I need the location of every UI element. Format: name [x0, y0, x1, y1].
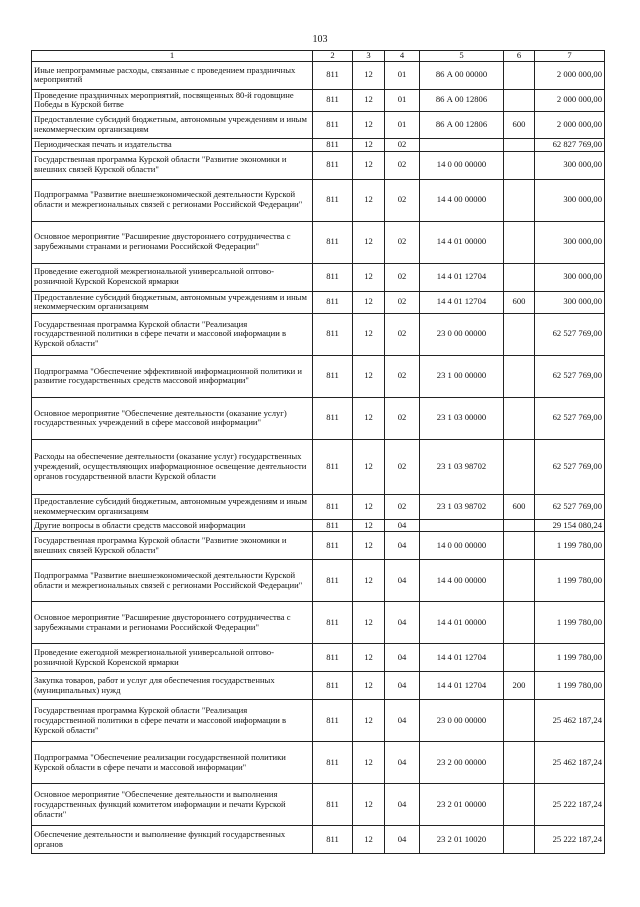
row-code-5: 14 4 01 12704 [420, 291, 504, 313]
row-amount: 300 000,00 [535, 263, 605, 291]
row-name: Проведение праздничных мероприятий, посвященных 80-й годовщине Победы в Курской битве [32, 89, 313, 111]
row-code-5 [420, 138, 504, 151]
row-code-4: 04 [385, 672, 420, 700]
row-amount: 1 199 780,00 [535, 532, 605, 560]
row-code-5: 14 4 01 12704 [420, 263, 504, 291]
table-row [32, 602, 605, 644]
row-code-5: 14 4 00 00000 [420, 560, 504, 602]
row-code-5: 14 4 00 00000 [420, 179, 504, 221]
row-code-3: 12 [353, 263, 385, 291]
row-code-6: 600 [504, 494, 535, 519]
row-code-6 [504, 313, 535, 355]
row-code-4: 01 [385, 89, 420, 111]
row-code-6: 600 [504, 111, 535, 138]
row-code-5: 23 1 03 98702 [420, 439, 504, 494]
row-code-3: 12 [353, 89, 385, 111]
row-code-6 [504, 138, 535, 151]
table-row [32, 644, 605, 672]
column-header: 3 [353, 51, 385, 62]
row-code-5: 86 А 00 00000 [420, 61, 504, 89]
row-code-2: 811 [313, 519, 353, 532]
row-amount: 300 000,00 [535, 151, 605, 179]
row-code-6: 600 [504, 291, 535, 313]
row-amount: 300 000,00 [535, 291, 605, 313]
row-amount: 25 462 187,24 [535, 742, 605, 784]
table-row [32, 291, 605, 313]
row-code-2: 811 [313, 151, 353, 179]
row-name: Расходы на обеспечение деятельности (оказание услуг) государственных учреждений, осуществляющих информационное освещение деятельности органов государственной власти Курской области [32, 439, 313, 494]
table-row [32, 532, 605, 560]
row-code-4: 02 [385, 397, 420, 439]
row-code-4: 02 [385, 263, 420, 291]
row-name: Подпрограмма "Обеспечение эффективной информационной политики и развитие государственных средств массовой информации" [32, 355, 313, 397]
row-code-3: 12 [353, 602, 385, 644]
table-row [32, 784, 605, 826]
row-code-4: 04 [385, 519, 420, 532]
column-header: 2 [313, 51, 353, 62]
row-code-3: 12 [353, 355, 385, 397]
table-row [32, 397, 605, 439]
row-name: Периодическая печать и издательства [32, 138, 313, 151]
row-code-6 [504, 560, 535, 602]
row-amount: 62 527 769,00 [535, 397, 605, 439]
row-code-3: 12 [353, 291, 385, 313]
row-code-2: 811 [313, 397, 353, 439]
table-row [32, 519, 605, 532]
row-code-3: 12 [353, 61, 385, 89]
table-row [32, 355, 605, 397]
row-code-4: 04 [385, 742, 420, 784]
row-code-3: 12 [353, 519, 385, 532]
row-name: Предоставление субсидий бюджетным, автономным учреждениям и иным некоммерческим организациям [32, 291, 313, 313]
row-code-2: 811 [313, 263, 353, 291]
row-code-2: 811 [313, 221, 353, 263]
table-body [32, 61, 605, 854]
row-amount: 2 000 000,00 [535, 89, 605, 111]
table-row [32, 138, 605, 151]
row-code-4: 04 [385, 700, 420, 742]
row-code-6 [504, 439, 535, 494]
row-code-2: 811 [313, 111, 353, 138]
row-code-2: 811 [313, 826, 353, 854]
row-code-3: 12 [353, 672, 385, 700]
table-row [32, 700, 605, 742]
table-row [32, 439, 605, 494]
row-name: Обеспечение деятельности и выполнение функций государственных органов [32, 826, 313, 854]
row-code-4: 02 [385, 439, 420, 494]
row-code-2: 811 [313, 291, 353, 313]
row-code-3: 12 [353, 494, 385, 519]
row-code-3: 12 [353, 784, 385, 826]
row-code-4: 02 [385, 494, 420, 519]
row-name: Закупка товаров, работ и услуг для обеспечения государственных (муниципальных) нужд [32, 672, 313, 700]
row-code-3: 12 [353, 221, 385, 263]
row-amount: 1 199 780,00 [535, 672, 605, 700]
row-code-5: 14 4 01 00000 [420, 602, 504, 644]
column-header: 1 [32, 51, 313, 62]
row-code-4: 04 [385, 644, 420, 672]
row-name: Проведение ежегодной межрегиональной универсальной оптово-розничной Курской Коренской ярмарки [32, 644, 313, 672]
row-name: Основное мероприятие "Обеспечение деятельности (оказание услуг) государственных учреждений в сфере массовой информации" [32, 397, 313, 439]
row-code-6 [504, 89, 535, 111]
row-code-4: 04 [385, 784, 420, 826]
row-code-6 [504, 179, 535, 221]
row-code-2: 811 [313, 439, 353, 494]
row-code-6 [504, 532, 535, 560]
row-code-6 [504, 700, 535, 742]
row-code-3: 12 [353, 439, 385, 494]
row-name: Государственная программа Курской области "Развитие экономики и внешних связей Курской области" [32, 532, 313, 560]
row-code-5: 23 1 03 98702 [420, 494, 504, 519]
row-code-4: 02 [385, 313, 420, 355]
row-code-2: 811 [313, 89, 353, 111]
row-code-6 [504, 519, 535, 532]
row-name: Государственная программа Курской области "Развитие экономики и внешних связей Курской области" [32, 151, 313, 179]
row-code-2: 811 [313, 560, 353, 602]
row-code-2: 811 [313, 61, 353, 89]
row-name: Основное мероприятие "Расширение двустороннего сотрудничества с зарубежными странами и регионами Российской Федерации" [32, 602, 313, 644]
row-code-6: 200 [504, 672, 535, 700]
row-code-2: 811 [313, 602, 353, 644]
row-code-5: 14 4 01 12704 [420, 644, 504, 672]
row-code-6 [504, 355, 535, 397]
row-name: Предоставление субсидий бюджетным, автономным учреждениям и иным некоммерческим организациям [32, 494, 313, 519]
row-code-3: 12 [353, 644, 385, 672]
table-row [32, 151, 605, 179]
column-header: 5 [420, 51, 504, 62]
row-amount: 300 000,00 [535, 179, 605, 221]
row-amount: 1 199 780,00 [535, 602, 605, 644]
row-name: Другие вопросы в области средств массовой информации [32, 519, 313, 532]
row-amount: 62 527 769,00 [535, 313, 605, 355]
row-code-5: 23 2 01 00000 [420, 784, 504, 826]
row-code-5: 23 1 03 00000 [420, 397, 504, 439]
table-row [32, 742, 605, 784]
row-code-5: 14 0 00 00000 [420, 532, 504, 560]
row-code-3: 12 [353, 532, 385, 560]
row-amount: 1 199 780,00 [535, 560, 605, 602]
table-row [32, 221, 605, 263]
row-code-4: 04 [385, 532, 420, 560]
row-name: Предоставление субсидий бюджетным, автономным учреждениям и иным некоммерческим организациям [32, 111, 313, 138]
table-row [32, 560, 605, 602]
row-name: Подпрограмма "Обеспечение реализации государственной политики Курской области в сфере печати и массовой информации" [32, 742, 313, 784]
row-code-3: 12 [353, 179, 385, 221]
row-amount: 2 000 000,00 [535, 61, 605, 89]
row-amount: 25 222 187,24 [535, 826, 605, 854]
row-code-5: 23 0 00 00000 [420, 313, 504, 355]
row-code-5: 86 А 00 12806 [420, 89, 504, 111]
row-code-2: 811 [313, 138, 353, 151]
column-header: 7 [535, 51, 605, 62]
row-code-3: 12 [353, 111, 385, 138]
row-code-6 [504, 151, 535, 179]
row-code-2: 811 [313, 494, 353, 519]
row-code-4: 01 [385, 61, 420, 89]
row-code-4: 02 [385, 138, 420, 151]
row-code-2: 811 [313, 313, 353, 355]
row-code-5: 23 1 00 00000 [420, 355, 504, 397]
row-code-6 [504, 221, 535, 263]
row-code-3: 12 [353, 742, 385, 784]
row-code-4: 02 [385, 221, 420, 263]
table-row [32, 111, 605, 138]
column-header: 6 [504, 51, 535, 62]
row-code-2: 811 [313, 644, 353, 672]
row-code-5: 14 4 01 12704 [420, 672, 504, 700]
row-name: Основное мероприятие "Расширение двустороннего сотрудничества с зарубежными странами и регионами Российской Федерации" [32, 221, 313, 263]
row-name: Иные непрограммные расходы, связанные с проведением праздничных мероприятий [32, 61, 313, 89]
row-code-6 [504, 397, 535, 439]
budget-table [31, 50, 605, 854]
row-code-4: 04 [385, 602, 420, 644]
table-row [32, 263, 605, 291]
row-code-3: 12 [353, 560, 385, 602]
row-amount: 25 222 187,24 [535, 784, 605, 826]
row-code-5: 14 4 01 00000 [420, 221, 504, 263]
row-code-2: 811 [313, 532, 353, 560]
row-amount: 1 199 780,00 [535, 644, 605, 672]
row-amount: 29 154 080,24 [535, 519, 605, 532]
row-amount: 2 000 000,00 [535, 111, 605, 138]
row-name: Государственная программа Курской области "Реализация государственной политики в сфере печати и массовой информации в Курской области" [32, 313, 313, 355]
row-code-4: 04 [385, 560, 420, 602]
row-code-2: 811 [313, 700, 353, 742]
table-row [32, 494, 605, 519]
row-name: Подпрограмма "Развитие внешнеэкономической деятельности Курской области и межрегиональных связей с регионами Российской Федерации" [32, 560, 313, 602]
row-code-4: 02 [385, 179, 420, 221]
row-code-4: 01 [385, 111, 420, 138]
row-code-3: 12 [353, 397, 385, 439]
table-row [32, 313, 605, 355]
row-code-4: 02 [385, 151, 420, 179]
row-amount: 62 827 769,00 [535, 138, 605, 151]
row-amount: 62 527 769,00 [535, 439, 605, 494]
table-row [32, 89, 605, 111]
page-number: 103 [312, 34, 328, 45]
row-code-4: 02 [385, 291, 420, 313]
row-code-5: 86 А 00 12806 [420, 111, 504, 138]
row-name: Основное мероприятие "Обеспечение деятельности и выполнения государственных функций комитетом информации и печати Курской области" [32, 784, 313, 826]
table-row [32, 672, 605, 700]
row-amount: 25 462 187,24 [535, 700, 605, 742]
row-code-3: 12 [353, 138, 385, 151]
row-code-6 [504, 742, 535, 784]
row-code-3: 12 [353, 313, 385, 355]
row-code-2: 811 [313, 672, 353, 700]
row-code-6 [504, 644, 535, 672]
row-amount: 62 527 769,00 [535, 355, 605, 397]
column-header: 4 [385, 51, 420, 62]
table-row [32, 61, 605, 89]
row-code-6 [504, 61, 535, 89]
row-code-3: 12 [353, 151, 385, 179]
row-code-3: 12 [353, 826, 385, 854]
row-code-5 [420, 519, 504, 532]
table-header-row [32, 51, 605, 62]
row-code-5: 14 0 00 00000 [420, 151, 504, 179]
row-amount: 300 000,00 [535, 221, 605, 263]
row-code-6 [504, 263, 535, 291]
row-code-6 [504, 784, 535, 826]
row-name: Государственная программа Курской области "Реализация государственной политики в сфере печати и массовой информации в Курской области" [32, 700, 313, 742]
table-row [32, 826, 605, 854]
row-code-5: 23 2 00 00000 [420, 742, 504, 784]
row-code-4: 02 [385, 355, 420, 397]
row-code-2: 811 [313, 179, 353, 221]
table-row [32, 179, 605, 221]
row-code-6 [504, 826, 535, 854]
row-code-5: 23 0 00 00000 [420, 700, 504, 742]
row-code-5: 23 2 01 10020 [420, 826, 504, 854]
row-code-4: 04 [385, 826, 420, 854]
row-code-2: 811 [313, 784, 353, 826]
row-code-2: 811 [313, 742, 353, 784]
row-name: Подпрограмма "Развитие внешнеэкономической деятельности Курской области и межрегиональных связей с регионами Российской Федерации" [32, 179, 313, 221]
row-code-6 [504, 602, 535, 644]
row-code-2: 811 [313, 355, 353, 397]
row-code-3: 12 [353, 700, 385, 742]
row-amount: 62 527 769,00 [535, 494, 605, 519]
row-name: Проведение ежегодной межрегиональной универсальной оптово-розничной Курской Коренской ярмарки [32, 263, 313, 291]
